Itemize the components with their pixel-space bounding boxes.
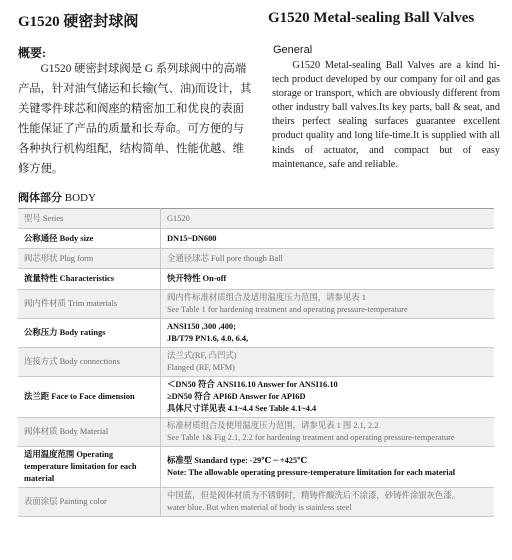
row-value: ANSI150 ,300 ,400; JB/T79 PN1.6, 4.0, 6.4, bbox=[161, 319, 495, 348]
overview-text-cn: G1520 硬密封球阀是 G 系列球阀中的高端产品，针对油气储运和长输(气、油)而设计，其关键零件球芯和阀座的精密加工和优良的表面性能保证了产品的质量和长寿命。可方便的与各种执行机构组配，结构简单、性能优越、维修方便。 bbox=[18, 63, 252, 175]
row-value: 标准材质组合及使用温度压力范围，请参见表 1 图 2.1, 2.2 See Table 1& Fig 2.1, 2.2 for hardening treatment and operating pressure-temperature bbox=[161, 418, 495, 447]
row-value: 快开特性 On-off bbox=[161, 269, 495, 290]
row-label: 阀内件材质 Trim materials bbox=[18, 290, 161, 319]
table-row bbox=[18, 229, 494, 249]
table-row bbox=[18, 488, 494, 517]
row-label: 适用温度范围 Operating temperature limitation for each material bbox=[18, 447, 161, 488]
overview-text-en: G1520 Metal-sealing Ball Valves are a kind hi-tech product developed by our company for oil and gas storage or transport, which are obviously different from other industry ball valves.Its key parts, ball & seat, and theirs perfect sealing surfaces guarantee excellent product quality and long life-time.It is supplied with all kinds of actuator, and compact but of easy maintenance, safe and reliable. bbox=[272, 60, 500, 170]
title-en: G1520 Metal-sealing Ball Valves bbox=[268, 10, 475, 26]
table-row bbox=[18, 290, 494, 319]
spec-table-body bbox=[18, 209, 494, 517]
table-row bbox=[18, 249, 494, 269]
overview-heading-cn: 概要: bbox=[18, 46, 46, 60]
row-value: 阀内件标准材质组合及适用温度压力范围，请参见表 1 See Table 1 for hardening treatment and operating pressure-temperature bbox=[161, 290, 495, 319]
row-value: 法兰式(RF, 凸凹式) Flanged (RF, MFM) bbox=[161, 348, 495, 377]
table-row bbox=[18, 209, 494, 229]
table-row bbox=[18, 447, 494, 488]
table-row bbox=[18, 418, 494, 447]
body-heading-cn: 阀体部分 bbox=[18, 192, 62, 204]
row-value: G1520 bbox=[161, 209, 495, 229]
row-label: 流量特性 Characteristics bbox=[18, 269, 161, 290]
row-value: 中国蓝，但是阀体材质为不锈钢时，精铸件酸洗后不涂漆，砂铸件涂银灰色漆。 water blue. But when material of body is stainless steel bbox=[161, 488, 495, 517]
row-label: 连接方式 Body connections bbox=[18, 348, 161, 377]
overview-heading-en: General bbox=[273, 44, 313, 56]
row-label: 法兰距 Face to Face dimension bbox=[18, 377, 161, 418]
table-row bbox=[18, 377, 494, 418]
row-label: 阀体材质 Body Material bbox=[18, 418, 161, 447]
table-row bbox=[18, 319, 494, 348]
title-cn: G1520 硬密封球阀 bbox=[18, 14, 139, 30]
body-heading-en: BODY bbox=[64, 192, 96, 204]
row-value: 全通径球芯 Full pore though Ball bbox=[161, 249, 495, 269]
row-label: 表面涂层 Painting color bbox=[18, 488, 161, 517]
row-label: 阀芯形状 Plug form bbox=[18, 249, 161, 269]
table-row bbox=[18, 348, 494, 377]
row-label: 公称通径 Body size bbox=[18, 229, 161, 249]
spec-table bbox=[18, 208, 494, 517]
row-label: 型号 Series bbox=[18, 209, 161, 229]
row-label: 公称压力 Body ratings bbox=[18, 319, 161, 348]
row-value: ＜DN50 符合 ANSI16.10 Answer for ANSI16.10 ≥DN50 符合 API6D Answer for API6D 具体尺寸详见表 4.1~4.4 See Table 4.1~4.4 bbox=[161, 377, 495, 418]
row-value: 标准型 Standard type: -29℃ ~ +425℃ Note: The allowable operating pressure-temperature limitation for each material bbox=[161, 447, 495, 488]
row-value: DN15~DN600 bbox=[161, 229, 495, 249]
body-section-heading bbox=[18, 189, 96, 205]
table-row bbox=[18, 269, 494, 290]
